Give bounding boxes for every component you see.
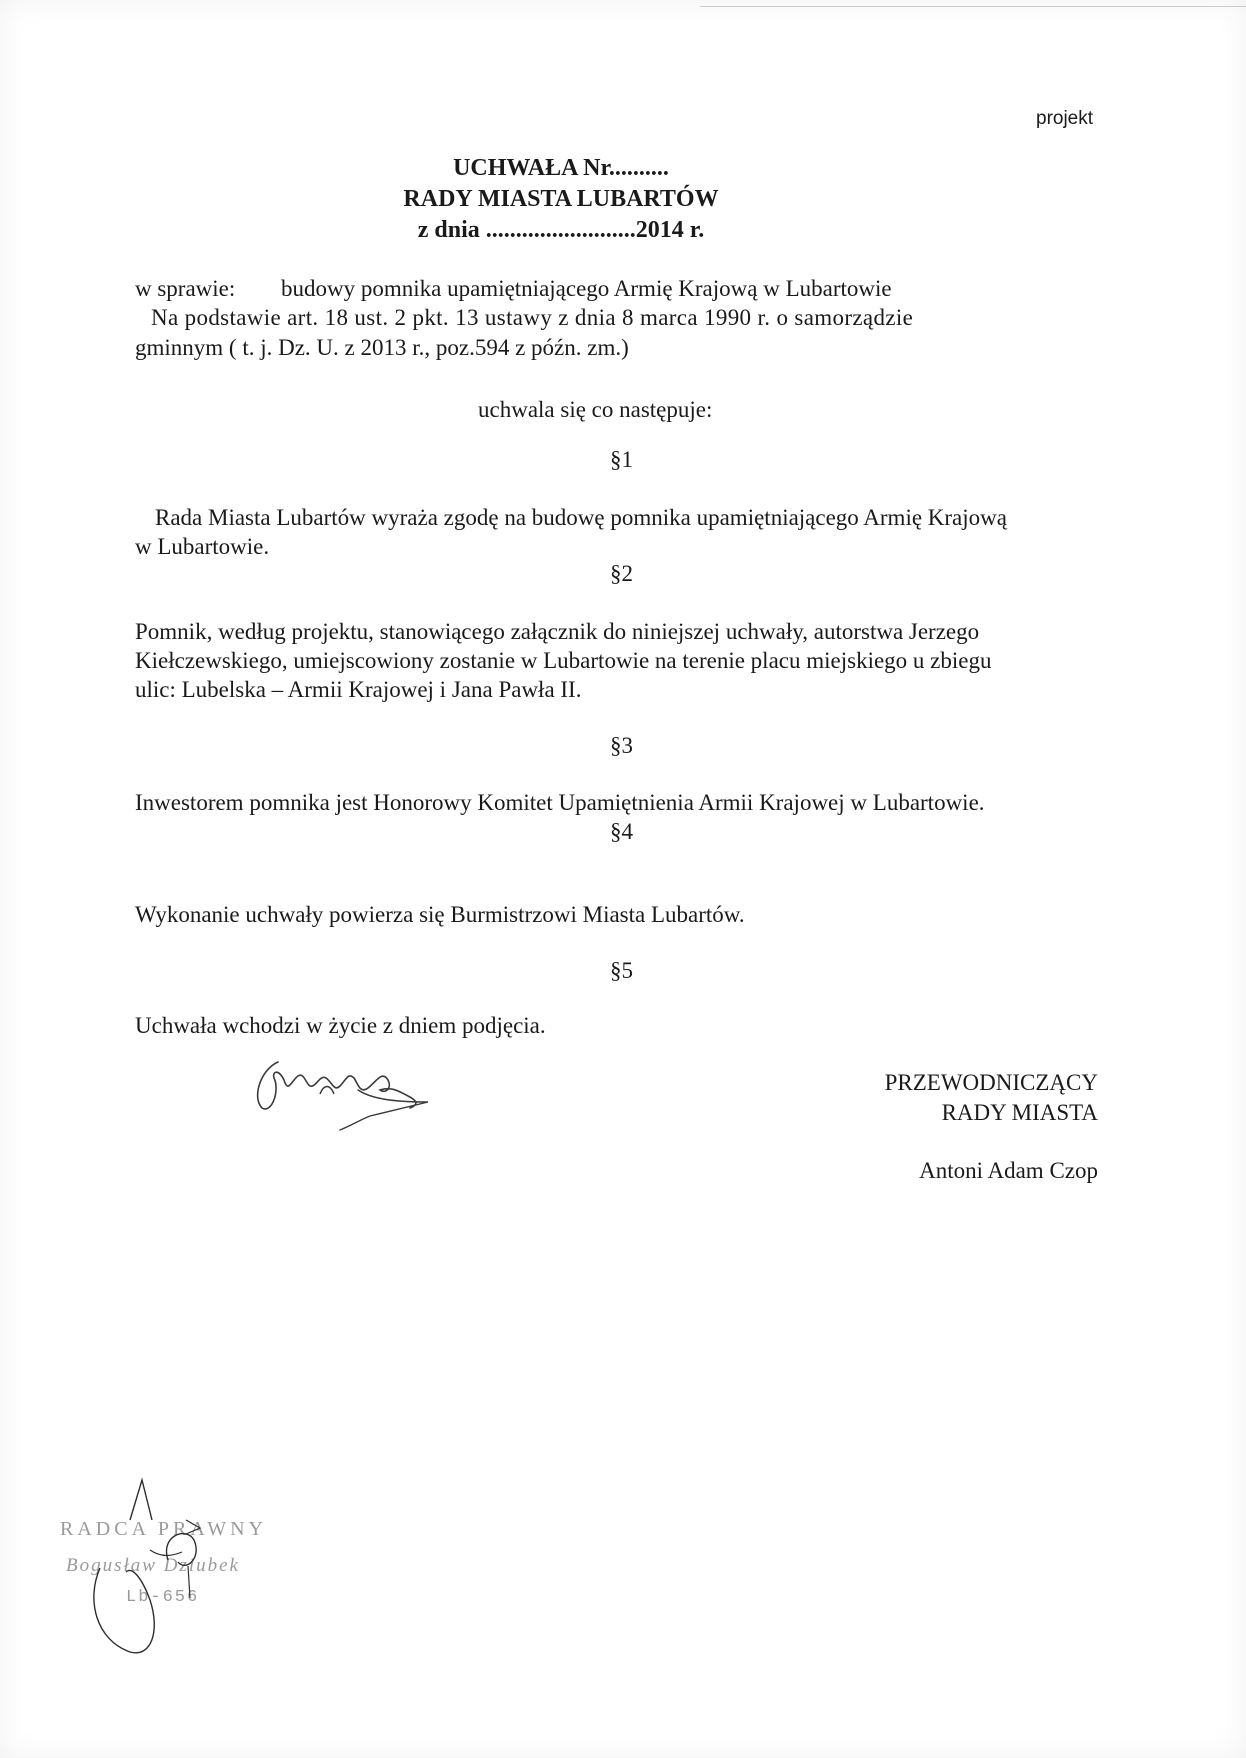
section-mark-1: §1	[610, 447, 633, 472]
scan-border-line	[700, 6, 1246, 7]
section-mark-4: §4	[610, 819, 633, 844]
section-mark-3: §3	[610, 733, 633, 758]
section-mark-5: §5	[610, 958, 633, 983]
chairman-name: Antoni Adam Czop	[919, 1158, 1098, 1183]
subject-label: w sprawie:	[135, 276, 236, 301]
council-name: RADY MIASTA LUBARTÓW	[403, 186, 719, 212]
stamp-number: Lb-656	[126, 1588, 200, 1607]
stamp-signature	[90, 1480, 250, 1660]
chairman-title: PRZEWODNICZĄCY	[884, 1070, 1098, 1095]
stamp-title: RADCA PRAWNY	[60, 1518, 267, 1540]
section-2-line-2: Kiełczewskiego, umiejscowiony zostanie w Lubartowie na terenie placu miejskiego u zbiegu	[135, 648, 992, 673]
section-mark-2: §2	[610, 561, 633, 586]
legal-basis-line-2: gminnym ( t. j. Dz. U. z 2013 r., poz.594 z późn. zm.)	[135, 335, 629, 360]
section-3-line-1: Inwestorem pomnika jest Honorowy Komitet Upamiętnienia Armii Krajowej w Lubartowie.	[135, 790, 985, 815]
resolves-phrase: uchwala się co następuje:	[478, 397, 713, 422]
section-1-line-1: Rada Miasta Lubartów wyraża zgodę na budowę pomnika upamiętniającego Armię Krajową	[155, 505, 1007, 530]
draft-tag: projekt	[1036, 108, 1094, 129]
resolution-title: UCHWAŁA Nr..........	[453, 155, 669, 181]
handwritten-signature	[250, 1050, 450, 1160]
section-2-line-1: Pomnik, według projektu, stanowiącego załącznik do niniejszej uchwały, autorstwa Jerzego	[135, 619, 980, 644]
chairman-council: RADY MIASTA	[941, 1100, 1098, 1125]
subject-text: budowy pomnika upamiętniającego Armię Krajową w Lubartowie	[281, 276, 892, 301]
resolution-date: z dnia .........................2014 r.	[417, 217, 705, 243]
section-4-line-1: Wykonanie uchwały powierza się Burmistrzowi Miasta Lubartów.	[135, 902, 745, 927]
section-2-line-3: ulic: Lubelska – Armii Krajowej i Jana Pawła II.	[135, 677, 582, 702]
stamp-name: Bogusław Dziubek	[66, 1555, 240, 1576]
section-5-line-1: Uchwała wchodzi w życie z dniem podjęcia.	[135, 1013, 546, 1038]
legal-basis-line-1: Na podstawie art. 18 ust. 2 pkt. 13 ustawy z dnia 8 marca 1990 r. o samorządzie	[151, 305, 914, 330]
section-1-line-2: w Lubartowie.	[135, 534, 270, 559]
